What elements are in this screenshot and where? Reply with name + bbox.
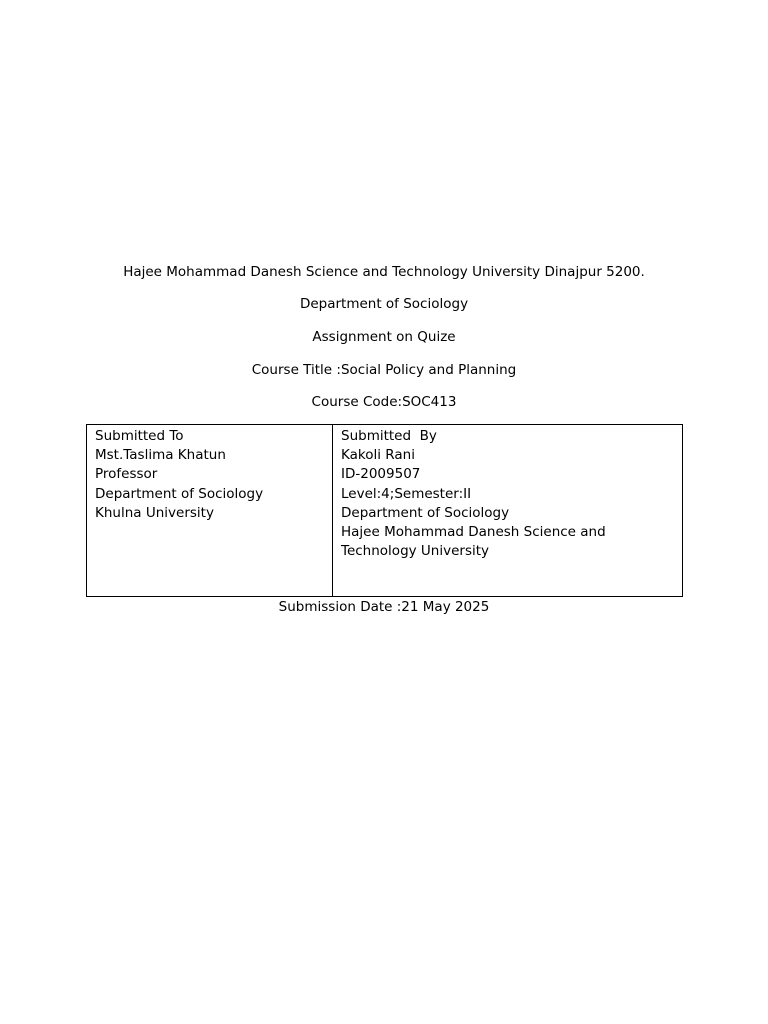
submitted-to-cell xyxy=(87,425,333,596)
teacher-institution: Khulna University xyxy=(95,504,214,521)
teacher-name: Mst.Taslima Khatun xyxy=(95,447,226,464)
student-level-semester: Level:4;Semester:II xyxy=(341,485,472,502)
submitted-by-cell xyxy=(333,425,682,596)
student-department: Department of Sociology xyxy=(341,504,510,521)
department-title: Department of Sociology xyxy=(299,296,469,312)
submission-table xyxy=(86,424,683,597)
student-id: ID-2009507 xyxy=(341,466,421,483)
student-name: Kakoli Rani xyxy=(341,447,415,464)
course-title: Course Title :Social Policy and Planning xyxy=(251,362,517,378)
submitted-to-heading: Submitted To xyxy=(95,428,184,444)
teacher-department: Department of Sociology xyxy=(95,485,264,502)
course-code: Course Code:SOC413 xyxy=(311,394,457,410)
submission-date: Submission Date :21 May 2025 xyxy=(278,599,490,615)
assignment-title: Assignment on Quize xyxy=(312,329,456,345)
university-title: Hajee Mohammad Danesh Science and Technology University Dinajpur 5200. xyxy=(123,264,645,280)
teacher-designation: Professor xyxy=(95,466,158,483)
submitted-by-heading: Submitted By xyxy=(341,428,437,444)
student-institution: Hajee Mohammad Danesh Science and Technology University xyxy=(341,524,606,560)
